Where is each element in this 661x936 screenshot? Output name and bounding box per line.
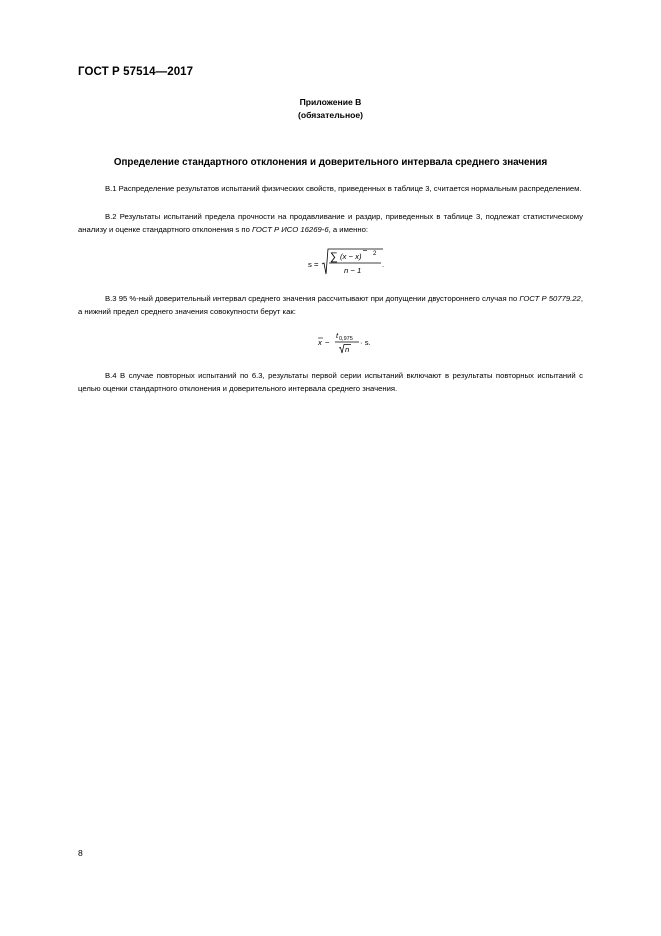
std-deviation-formula (300, 244, 400, 285)
paragraph-b2-tail: , а именно: (328, 224, 369, 234)
appendix-title: Приложение В (299, 97, 362, 107)
formula1-numerator: (x − x) (340, 252, 362, 261)
formula1-sum: ∑ (330, 251, 338, 263)
paragraph-b3 (78, 293, 583, 318)
appendix-note: (обязательное) (297, 110, 364, 120)
paragraph-b1: В.1 Распределение результатов испытаний физических свойств, приведенных в таблице 3, считается нормальным распределением. (105, 184, 582, 193)
paragraph-b3-text: В.3 95 %-ный доверительный интервал среднего значения рассчитывают при допущении двустороннего случая по (105, 294, 520, 303)
formula2-t-subscript: 0,975 (339, 336, 353, 342)
standard-reference-link[interactable]: ГОСТ Р ИСО 16269-6 (252, 224, 329, 234)
formula2-xbar: x (318, 338, 322, 347)
paragraph-b2-text: В.2 Результаты испытаний предела прочности на продавливание и раздир, приведенных в таблице 3, подлежат статистическому анализу и оценке стандартного отклонения s по (78, 212, 583, 234)
formula1-denominator: n − 1 (344, 266, 362, 275)
formula1-lhs: s = (308, 260, 319, 269)
formula2-n: n (345, 345, 350, 354)
document-code: ГОСТ Р 57514—2017 (78, 66, 194, 78)
paragraph-b3-tail: , а нижний предел среднего значения совокупности берут как: (78, 294, 583, 316)
confidence-limit-formula (315, 327, 385, 362)
section-title: Определение стандартного отклонения и доверительного интервала среднего значения (113, 157, 548, 168)
page-number: 8 (78, 848, 83, 858)
formula1-exponent: 2 (373, 251, 377, 257)
paragraph-b2 (78, 211, 583, 236)
paragraph-b4: В.4 В случае повторных испытаний по 6.3, результаты первой серии испытаний включают в результаты повторных испытаний с целью оценки стандартного отклонения и доверительного интервала среднего значения. (78, 371, 583, 393)
standard-reference-link[interactable]: ГОСТ Р 50779.22 (519, 294, 581, 303)
formula2-t: t (336, 331, 339, 340)
formula2-minus: − (325, 338, 330, 347)
formula2-tail: · s. (360, 338, 371, 347)
formula1-end: . (382, 260, 385, 269)
